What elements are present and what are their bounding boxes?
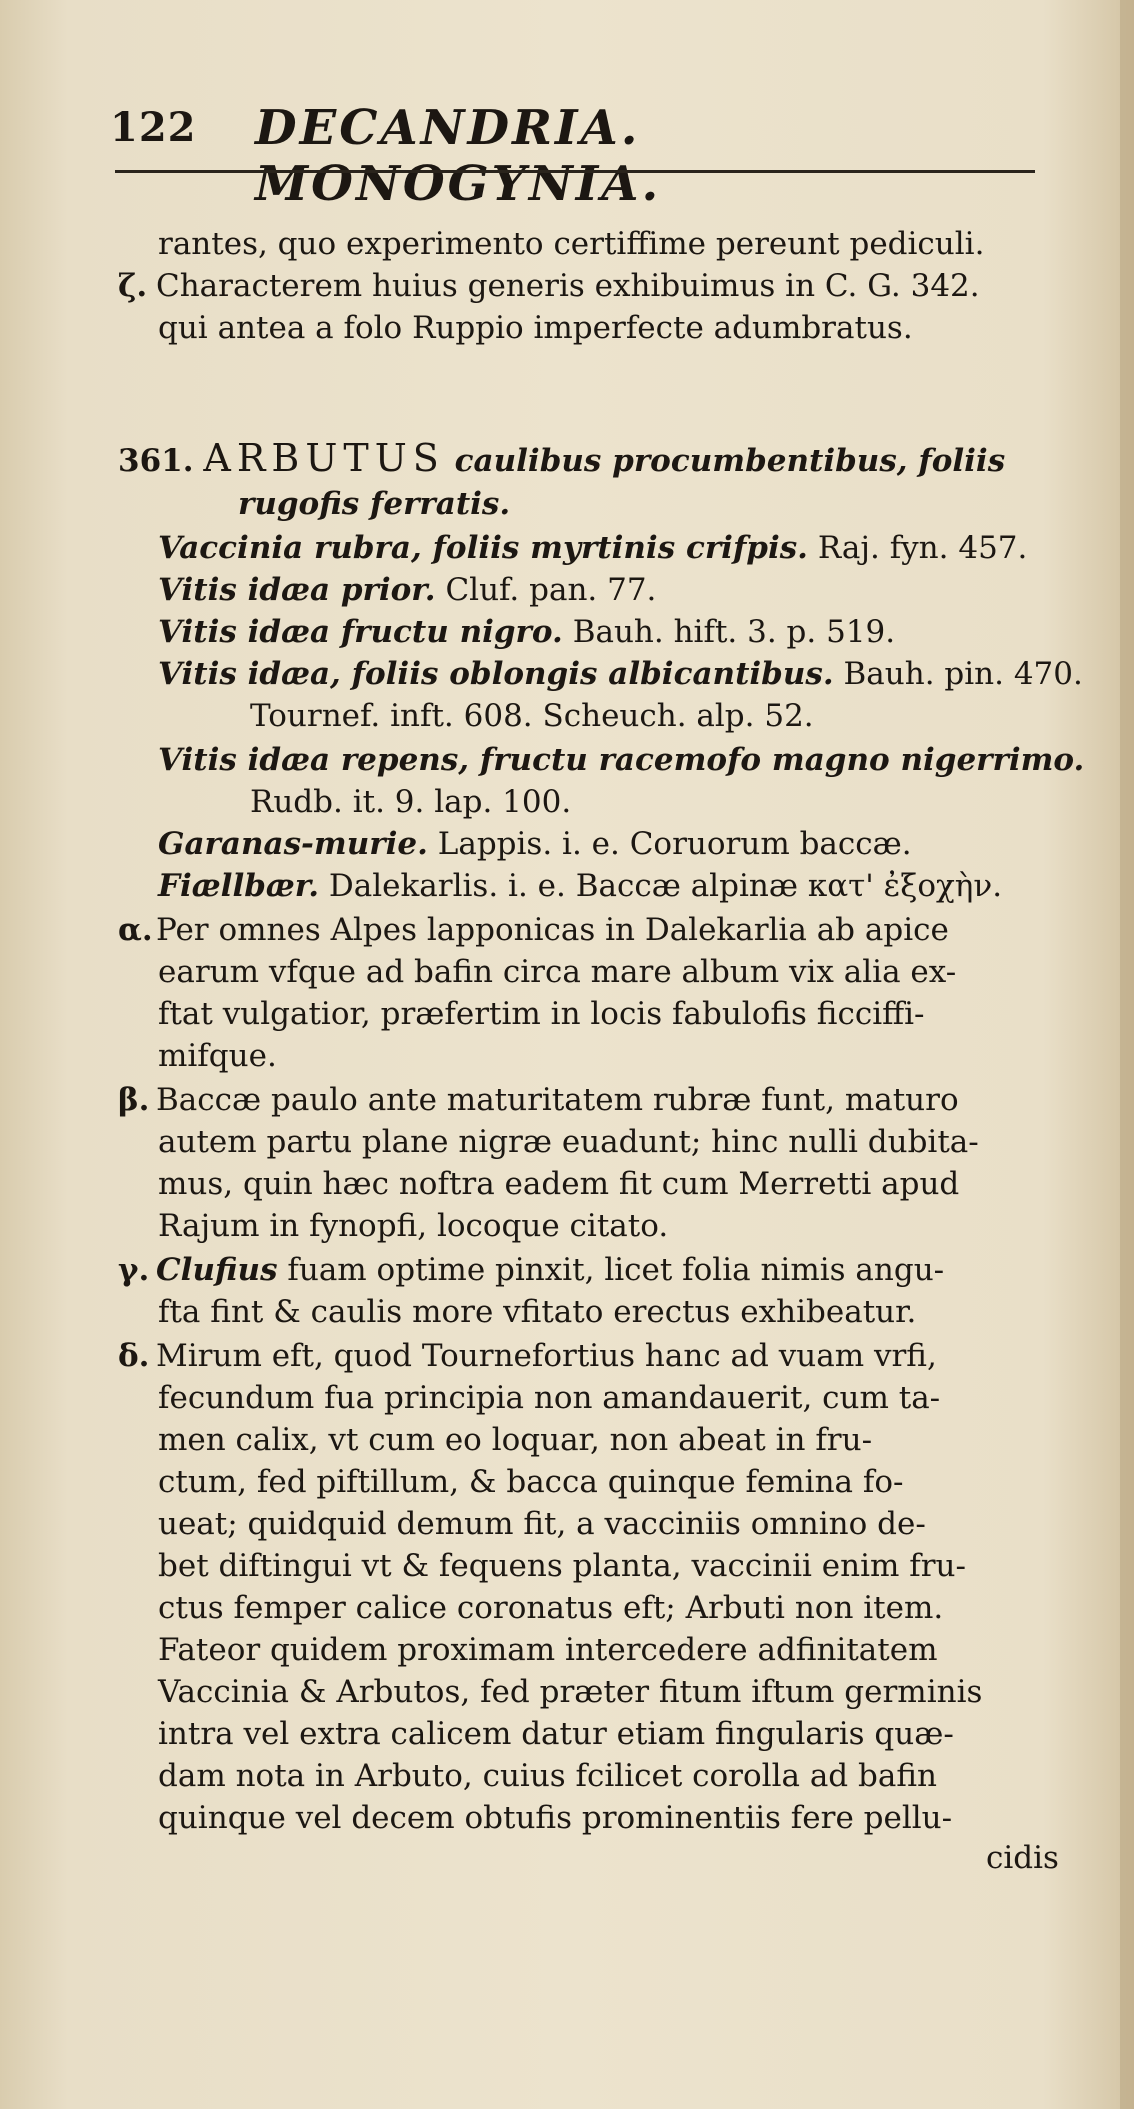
synonym-line (158, 530, 1027, 566)
note-text: Mirum eft, quod Tournefortius hanc ad vuam vrfi, (156, 1338, 937, 1374)
intro-line: qui antea a folo Ruppio imperfecte adumbratus. (158, 310, 913, 346)
synonym-line (158, 742, 1084, 778)
note-label-delta: δ. (118, 1338, 150, 1374)
synonym-line (158, 826, 912, 862)
note-text: fuam optime pinxit, licet folia nimis angu- (277, 1252, 945, 1288)
note-text: Vaccinia & Arbutos, fed præter fitum iftum germinis (158, 1674, 983, 1710)
synonym-name: Vitis idæa fructu nigro. (158, 614, 563, 650)
header-rule (115, 170, 1035, 177)
intro-line: rantes, quo experimento certiffime pereunt pediculi. (158, 226, 985, 262)
synonym-name: Vitis idæa repens, fructu racemofo magno nigerrimo. (158, 742, 1085, 778)
note-text: Rajum in fynopfi, locoque citato. (158, 1208, 669, 1244)
synonym-name: Fiællbær. (158, 868, 320, 904)
note-text: Fateor quidem proximam intercedere adfinitatem (158, 1632, 938, 1668)
note-text: quinque vel decem obtufis prominentiis fere pellu- (158, 1800, 953, 1836)
note-text: mus, quin hæc noftra eadem fit cum Merretti apud (158, 1166, 960, 1202)
page-number: 122 (110, 104, 197, 151)
synonym-ref: Bauh. hift. 3. p. 519. (572, 614, 896, 650)
page-edge-shadow (1120, 0, 1134, 2109)
synonym-line (158, 868, 1002, 904)
note-text: ueat; quidquid demum fit, a vacciniis omnino de- (158, 1506, 926, 1542)
diagnosis-continued: rugofis ferratis. (238, 486, 511, 522)
note-text: ctum, fed piftillum, & bacca quinque femina fo- (158, 1464, 904, 1500)
entry-heading (118, 436, 1006, 480)
note-label-beta: β. (118, 1082, 150, 1118)
intro-zeta-line (118, 268, 980, 304)
note-text: mifque. (158, 1038, 277, 1074)
note-label-alpha: α. (118, 912, 153, 948)
note-text: fecundum fua principia non amandauerit, cum ta- (158, 1380, 941, 1416)
synonym-ref-continued: Tournef. inft. 608. Scheuch. alp. 52. (250, 698, 814, 734)
note-alpha-line (118, 912, 949, 948)
note-text: autem partu plane nigræ euadunt; hinc nulli dubita- (158, 1124, 979, 1160)
synonym-line (158, 614, 895, 650)
synonym-ref: Dalekarlis. i. e. Baccæ alpinæ κατ' ἐξοχὴν. (328, 868, 1003, 904)
intro-text: Characterem huius generis exhibuimus in C. G. 342. (156, 268, 980, 304)
synonym-name: Vitis idæa, foliis oblongis albicantibus. (158, 656, 834, 692)
synonym-ref: Lappis. i. e. Coruorum baccæ. (437, 826, 912, 862)
synonym-name: Garanas-murie. (158, 826, 428, 862)
catchword: cidis (986, 1840, 1059, 1876)
note-text: Per omnes Alpes lapponicas in Dalekarlia ab apice (156, 912, 949, 948)
note-text: earum vfque ad bafin circa mare album vix alia ex- (158, 954, 957, 990)
note-text: Baccæ paulo ante maturitatem rubræ funt, maturo (156, 1082, 959, 1118)
entry-number: 361. (118, 443, 194, 479)
note-beta-line (118, 1082, 959, 1118)
synonym-name: Vitis idæa prior. (158, 572, 436, 608)
author-name: Clufius (156, 1252, 278, 1288)
synonym-ref-continued: Rudb. it. 9. lap. 100. (250, 784, 572, 820)
diagnosis: caulibus procumbentibus, foliis (454, 443, 1006, 479)
running-title: DECANDRIA. MONOGYNIA. (255, 100, 662, 212)
note-text: men calix, vt cum eo loquar, non abeat in fru- (158, 1422, 873, 1458)
genus-name: ARBUTUS (203, 436, 445, 480)
note-text: fta fint & caulis more vfitato erectus exhibeatur. (158, 1294, 917, 1330)
note-text: bet diftingui vt & fequens planta, vaccinii enim fru- (158, 1548, 966, 1584)
note-gamma-line (118, 1252, 944, 1288)
note-text: ctus femper calice coronatus eft; Arbuti non item. (158, 1590, 944, 1626)
page-header (110, 100, 1040, 212)
note-text: ftat vulgatior, præfertim in locis fabulofis ficciffi- (158, 996, 925, 1032)
note-label-gamma: γ. (118, 1252, 150, 1288)
synonym-line (158, 572, 656, 608)
synonym-ref: Raj. fyn. 457. (817, 530, 1028, 566)
synonym-name: Vaccinia rubra, foliis myrtinis crifpis. (158, 530, 808, 566)
synonym-ref: Cluf. pan. 77. (445, 572, 657, 608)
note-text: dam nota in Arbuto, cuius fcilicet corolla ad bafin (158, 1758, 937, 1794)
note-label-zeta: ζ. (118, 268, 148, 304)
note-text: intra vel extra calicem datur etiam fingularis quæ- (158, 1716, 954, 1752)
note-delta-line (118, 1338, 937, 1374)
synonym-ref: Bauh. pin. 470. (843, 656, 1083, 692)
synonym-line (158, 656, 1083, 692)
